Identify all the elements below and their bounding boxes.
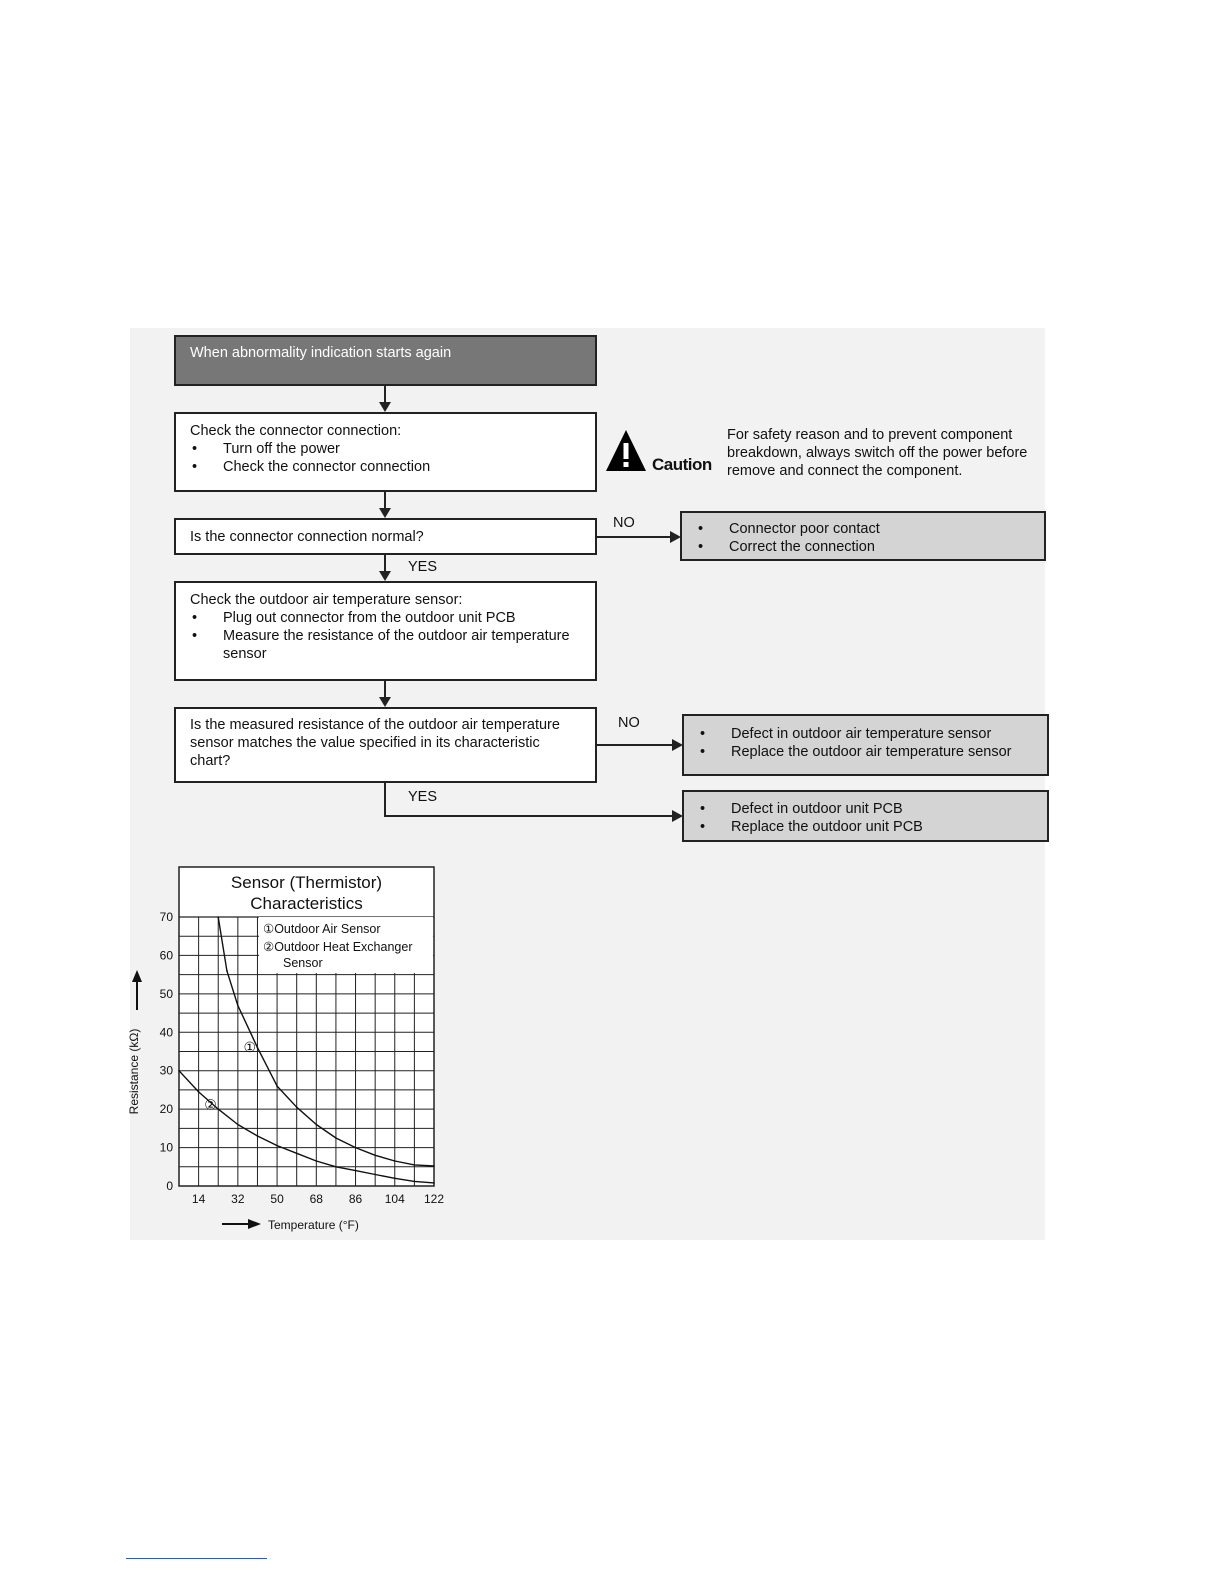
data-point <box>217 1108 219 1110</box>
connector-line <box>384 815 673 817</box>
data-point <box>178 1070 180 1072</box>
list-item: • Correct the connection <box>696 538 1030 556</box>
data-point <box>374 1174 376 1176</box>
question-text: Is the measured resistance of the outdoor air temperature sensor matches the value specified in its characteristic chart? <box>190 717 560 769</box>
no-label: NO <box>618 715 640 731</box>
thermistor-chart <box>120 860 460 1240</box>
arrow-down-icon <box>379 697 391 707</box>
data-point <box>237 1124 239 1126</box>
x-tick-label: 14 <box>191 1192 206 1206</box>
y-tick-label: 60 <box>159 948 173 963</box>
data-point <box>316 1124 318 1126</box>
check-sensor-list <box>190 609 581 663</box>
list-item: • Defect in outdoor unit PCB <box>698 800 1033 818</box>
data-point <box>374 1154 376 1156</box>
x-tick-label: 122 <box>423 1192 445 1206</box>
start-text: When abnormality indication starts again <box>190 345 452 361</box>
question-connector-normal <box>174 518 597 555</box>
list-item: • Plug out connector from the outdoor unit PCB <box>190 609 581 627</box>
x-tick-label: 32 <box>231 1192 245 1206</box>
y-axis-label: Resistance (kΩ) <box>127 1028 141 1115</box>
chart-frame <box>179 867 434 1186</box>
yes-label: YES <box>408 559 438 575</box>
x-tick-label: 104 <box>384 1192 405 1206</box>
data-point <box>394 1160 396 1162</box>
arrow-down-icon <box>379 402 391 412</box>
caution-label: Caution <box>652 455 712 474</box>
data-point <box>394 1178 396 1180</box>
list-item: • Replace the outdoor air temperature sensor <box>698 743 1033 761</box>
check-connector-title: Check the connector connection: <box>190 423 402 439</box>
data-point <box>433 1182 435 1184</box>
list-item: • Defect in outdoor air temperature sensor <box>698 725 1033 743</box>
y-tick-label: 10 <box>159 1140 173 1155</box>
yes-label: YES <box>408 789 438 805</box>
list-item: • Measure the resistance of the outdoor air temperature sensor <box>190 627 581 663</box>
chart-svg <box>120 860 460 1240</box>
connector-line <box>597 536 671 538</box>
data-point <box>226 970 228 972</box>
data-point <box>237 1005 239 1007</box>
question-text: Is the connector connection normal? <box>190 529 424 545</box>
data-point <box>414 1164 416 1166</box>
data-point <box>355 1170 357 1172</box>
start-box <box>174 335 597 386</box>
check-sensor-box <box>174 581 597 681</box>
data-point <box>433 1165 435 1167</box>
arrow-right-icon <box>248 1219 261 1229</box>
check-sensor-title: Check the outdoor air temperature sensor: <box>190 592 463 608</box>
legend-entry: ②Outdoor Heat Exchanger <box>263 940 413 954</box>
y-tick-label: 70 <box>159 910 173 924</box>
connector-line <box>384 783 386 817</box>
footer-divider <box>126 1558 267 1559</box>
x-tick-label: 68 <box>309 1192 323 1206</box>
data-point <box>257 1135 259 1137</box>
arrow-down-icon <box>379 571 391 581</box>
y-tick-label: 40 <box>159 1025 173 1040</box>
result-list <box>696 520 1030 556</box>
data-point <box>296 1106 298 1108</box>
y-tick-label: 20 <box>159 1102 173 1117</box>
caution-text: For safety reason and to prevent component breakdown, always switch off the power before remove and connect the component. <box>727 427 1028 479</box>
legend-entry: ①Outdoor Air Sensor <box>263 922 381 936</box>
y-tick-label: 50 <box>159 986 173 1001</box>
series-marker: ① <box>243 1038 257 1055</box>
connector-line <box>597 744 673 746</box>
list-item: • Turn off the power <box>190 440 581 458</box>
data-point <box>257 1047 259 1049</box>
data-point <box>414 1181 416 1183</box>
arrow-down-icon <box>379 508 391 518</box>
data-point <box>355 1147 357 1149</box>
x-axis-label: Temperature (°F) <box>268 1218 359 1232</box>
arrow-up-icon <box>132 970 142 982</box>
no-label: NO <box>613 515 635 531</box>
x-tick-label: 50 <box>270 1192 284 1206</box>
question-resistance-matches <box>174 707 597 783</box>
data-point <box>217 916 219 918</box>
result-sensor-defect <box>682 714 1049 776</box>
data-point <box>335 1137 337 1139</box>
legend-entry-cont: Sensor <box>283 956 323 970</box>
data-point <box>335 1166 337 1168</box>
y-tick-label: 30 <box>159 1063 173 1078</box>
list-item: • Connector poor contact <box>696 520 1030 538</box>
data-point <box>276 1145 278 1147</box>
result-connector-poor-contact <box>680 511 1046 561</box>
result-pcb-defect <box>682 790 1049 842</box>
chart-title: Sensor (Thermistor) Characteristics <box>230 873 383 913</box>
data-point <box>316 1160 318 1162</box>
check-connector-box <box>174 412 597 492</box>
data-point <box>296 1153 298 1155</box>
y-tick-label: 0 <box>166 1179 173 1193</box>
list-item: • Replace the outdoor unit PCB <box>698 818 1033 836</box>
list-item: • Check the connector connection <box>190 458 581 476</box>
warning-triangle-icon <box>605 428 647 472</box>
x-tick-label: 86 <box>348 1192 363 1206</box>
series-marker: ② <box>204 1096 217 1113</box>
check-connector-list <box>190 440 581 476</box>
result-list <box>698 800 1033 836</box>
data-point <box>276 1085 278 1087</box>
data-point <box>198 1091 200 1093</box>
result-list <box>698 725 1033 761</box>
